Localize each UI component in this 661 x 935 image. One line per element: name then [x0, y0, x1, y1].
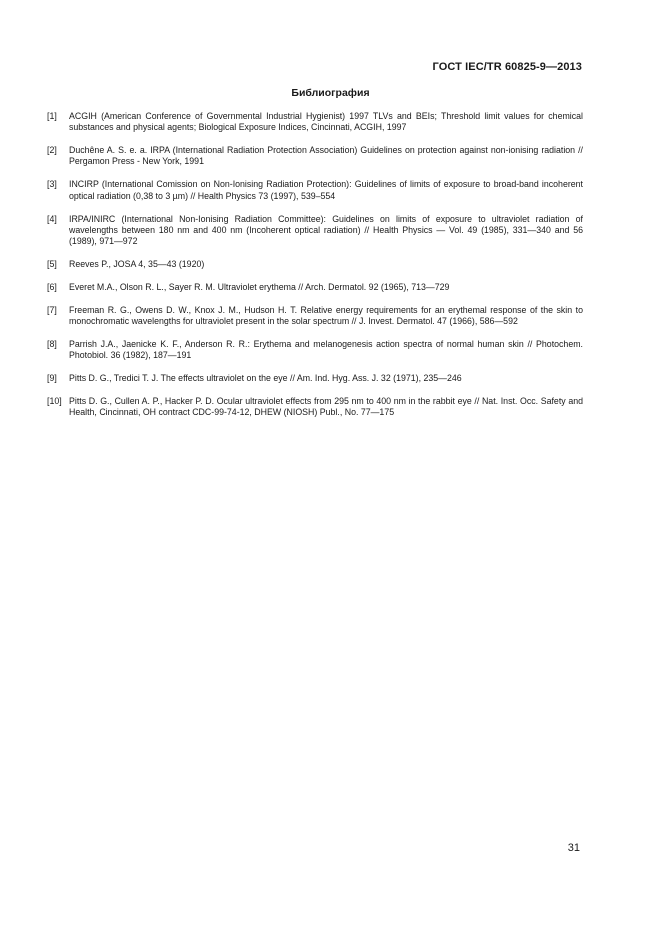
bibliography-entry [47, 111, 583, 134]
bibliography-entry [47, 214, 583, 248]
entry-text: Freeman R. G., Owens D. W., Knox J. M., Hudson H. T. Relative energy requirements for an erythemal response of the skin to monochromatic wavelengths for ultraviolet present in the solar spectrum // J. Invest. Dermatol. 47 (1966), 586—592 [69, 304, 583, 327]
entry-text: Pitts D. G., Tredici T. J. The effects ultraviolet on the eye // Am. Ind. Hyg. Ass. J. 32 (1971), 235—246 [69, 373, 462, 384]
bibliography-entry [47, 396, 583, 419]
page-number: 31 [567, 842, 580, 854]
entry-number: [1] [47, 111, 57, 121]
entry-number: [5] [47, 259, 57, 270]
bibliography-entry [47, 282, 583, 293]
entry-text: Pitts D. G., Cullen A. P., Hacker P. D. Ocular ultraviolet effects from 295 nm to 400 nm in the rabbit eye // Nat. Inst. Occ. Safety and Health, Cincinnati, OH contract CDC-99-74-12, DHEW (NIOSH) Publ., No. 77—175 [69, 396, 583, 418]
bibliography-entry [47, 305, 583, 328]
entry-number: [6] [47, 281, 57, 292]
bibliography-entry [47, 339, 583, 362]
entry-number: [8] [47, 339, 57, 350]
entry-number: [7] [47, 304, 57, 315]
standard-code-header: ГОСТ IEC/TR 60825-9—2013 [432, 61, 582, 73]
entry-text: INCIRP (International Comission on Non-Ionising Radiation Protection): Guidelines of limits of exposure to broad-band incoherent optical radiation (0,38 to 3 µm) // Health Physics 73 (1997), 539–554 [69, 179, 583, 201]
entry-text: IRPA/INIRC (International Non-Ionising Radiation Committee): Guidelines on limits of exposure to ultraviolet radiation of wavelengths between 180 nm and 400 nm (Incoherent optical radiation) // Health Physics — Vol. 49 (1985), 331—340 and 56 (1989), 971—972 [69, 213, 583, 247]
section-title: Библиография [291, 87, 370, 99]
bibliography-entry [47, 145, 583, 168]
entry-text: ACGIH (American Conference of Governmental Industrial Hygienist) 1997 TLVs and BEIs; Threshold limit values for chemical substances and physical agents; Biological Exposure Indices, Cincinnati, ACGIH, 1997 [69, 111, 583, 133]
entry-number: [9] [47, 373, 57, 384]
entry-text: Duchêne A. S. e. a. IRPA (International Radiation Protection Association) Guidelines on protection against non-ionising radiation // Pergamon Press - New York, 1991 [69, 145, 583, 167]
bibliography-entry [47, 179, 583, 202]
entry-text: Everet M.A., Olson R. L., Sayer R. M. Ultraviolet erythema // Arch. Dermatol. 92 (1965), 713—729 [69, 281, 450, 292]
entry-number: [4] [47, 213, 57, 224]
entry-number: [3] [47, 179, 57, 190]
entry-number: [2] [47, 145, 57, 156]
bibliography-list [47, 111, 583, 430]
bibliography-entry [47, 373, 583, 384]
entry-number: [10] [47, 396, 62, 407]
bibliography-entry [47, 259, 583, 270]
entry-text: Reeves P., JOSA 4, 35—43 (1920) [69, 259, 205, 270]
entry-text: Parrish J.A., Jaenicke K. F., Anderson R. R.: Erythema and melanogenesis action spectra of normal human skin // Photochem. Photobiol. 36 (1982), 187—191 [69, 339, 583, 361]
